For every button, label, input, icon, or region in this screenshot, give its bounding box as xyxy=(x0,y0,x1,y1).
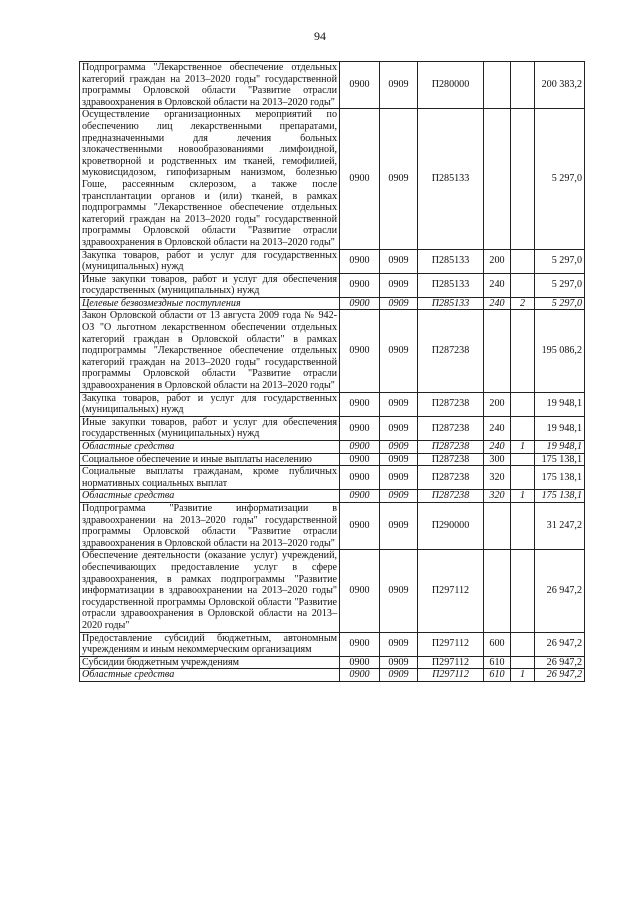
row-funding-source xyxy=(511,502,535,549)
row-name: Закупка товаров, работ и услуг для государственных (муниципальных) нужд xyxy=(80,392,340,416)
page-number: 94 xyxy=(314,29,326,43)
table-row xyxy=(80,62,585,109)
row-name: Целевые безвозмездные поступления xyxy=(80,297,340,310)
row-subsection-code: 0909 xyxy=(380,310,418,392)
row-funding-source: 1 xyxy=(511,490,535,503)
row-section-code: 0900 xyxy=(340,441,380,454)
row-amount: 26 947,2 xyxy=(535,632,585,656)
row-name: Областные средства xyxy=(80,669,340,682)
row-target-article-code: П297112 xyxy=(418,656,484,669)
row-expense-type-code xyxy=(484,62,511,109)
row-target-article-code: П287238 xyxy=(418,392,484,416)
row-section-code: 0900 xyxy=(340,62,380,109)
row-section-code: 0900 xyxy=(340,392,380,416)
row-target-article-code: П287238 xyxy=(418,490,484,503)
row-target-article-code: П285133 xyxy=(418,109,484,249)
table-row xyxy=(80,109,585,249)
row-section-code: 0900 xyxy=(340,109,380,249)
row-expense-type-code: 320 xyxy=(484,466,511,490)
row-amount: 31 247,2 xyxy=(535,502,585,549)
row-expense-type-code: 240 xyxy=(484,441,511,454)
row-expense-type-code xyxy=(484,109,511,249)
row-name: Субсидии бюджетным учреждениям xyxy=(80,656,340,669)
row-subsection-code: 0909 xyxy=(380,416,418,440)
row-target-article-code: П285133 xyxy=(418,273,484,297)
row-funding-source xyxy=(511,392,535,416)
row-name: Подпрограмма "Развитие информатизации в здравоохранении на 2013–2020 годы" государственной программы Орловской области "Развитие отрасли здравоохранения в Орловской области на 2013–2020 годы" xyxy=(80,502,340,549)
table-row xyxy=(80,392,585,416)
row-funding-source xyxy=(511,466,535,490)
row-target-article-code: П287238 xyxy=(418,441,484,454)
row-funding-source xyxy=(511,656,535,669)
row-expense-type-code: 610 xyxy=(484,656,511,669)
row-section-code: 0900 xyxy=(340,310,380,392)
row-target-article-code: П280000 xyxy=(418,62,484,109)
row-funding-source xyxy=(511,62,535,109)
table-row xyxy=(80,310,585,392)
row-target-article-code: П287238 xyxy=(418,416,484,440)
budget-table xyxy=(79,61,585,682)
row-section-code: 0900 xyxy=(340,249,380,273)
row-subsection-code: 0909 xyxy=(380,490,418,503)
row-section-code: 0900 xyxy=(340,416,380,440)
row-target-article-code: П297112 xyxy=(418,550,484,632)
row-amount: 175 138,1 xyxy=(535,453,585,466)
row-section-code: 0900 xyxy=(340,656,380,669)
row-target-article-code: П287238 xyxy=(418,310,484,392)
row-funding-source xyxy=(511,310,535,392)
row-expense-type-code: 240 xyxy=(484,273,511,297)
table-row xyxy=(80,466,585,490)
row-name: Закупка товаров, работ и услуг для государственных (муниципальных) нужд xyxy=(80,249,340,273)
row-section-code: 0900 xyxy=(340,466,380,490)
row-name: Областные средства xyxy=(80,490,340,503)
row-name: Предоставление субсидий бюджетным, автономным учреждениям и иным некоммерческим организациям xyxy=(80,632,340,656)
row-name: Социальное обеспечение и иные выплаты населению xyxy=(80,453,340,466)
row-funding-source xyxy=(511,550,535,632)
row-expense-type-code: 600 xyxy=(484,632,511,656)
row-subsection-code: 0909 xyxy=(380,453,418,466)
row-target-article-code: П285133 xyxy=(418,249,484,273)
row-section-code: 0900 xyxy=(340,490,380,503)
row-subsection-code: 0909 xyxy=(380,550,418,632)
row-subsection-code: 0909 xyxy=(380,441,418,454)
row-subsection-code: 0909 xyxy=(380,297,418,310)
row-funding-source xyxy=(511,453,535,466)
row-expense-type-code: 200 xyxy=(484,392,511,416)
row-name: Подпрограмма "Лекарственное обеспечение отдельных категорий граждан на 2013–2020 годы" государственной программы Орловской области "Развитие отрасли здравоохранения в Орловской области на 2013–2020 годы" xyxy=(80,62,340,109)
row-amount: 26 947,2 xyxy=(535,656,585,669)
row-expense-type-code: 240 xyxy=(484,416,511,440)
row-amount: 19 948,1 xyxy=(535,441,585,454)
row-funding-source xyxy=(511,249,535,273)
row-name: Иные закупки товаров, работ и услуг для обеспечения государственных (муниципальных) нужд xyxy=(80,273,340,297)
row-subsection-code: 0909 xyxy=(380,632,418,656)
row-amount: 26 947,2 xyxy=(535,669,585,682)
row-funding-source xyxy=(511,632,535,656)
row-funding-source: 1 xyxy=(511,669,535,682)
row-name: Закон Орловской области от 13 августа 2009 года № 942-ОЗ "О льготном лекарственном обеспечении отдельных категорий граждан в Орловской области" в рамках подпрограммы "Лекарственное обеспечение отдельных категорий граждан на 2013–2020 годы" государственной программы Орловской области "Развитие отрасли здравоохранения в Орловской области на 2013–2020 годы" xyxy=(80,310,340,392)
row-amount: 175 138,1 xyxy=(535,466,585,490)
table-row xyxy=(80,550,585,632)
row-subsection-code: 0909 xyxy=(380,502,418,549)
row-subsection-code: 0909 xyxy=(380,109,418,249)
row-subsection-code: 0909 xyxy=(380,392,418,416)
row-expense-type-code xyxy=(484,550,511,632)
row-name: Обеспечение деятельности (оказание услуг) учреждений, обеспечивающих предоставление услуг в сфере здравоохранения, в рамках подпрограммы "Развитие информатизации в здравоохранении на 2013–2020 годы" государственной программы Орловской области "Развитие отрасли здравоохранения в Орловской области на 2013–2020 годы" xyxy=(80,550,340,632)
row-target-article-code: П290000 xyxy=(418,502,484,549)
row-section-code: 0900 xyxy=(340,550,380,632)
row-amount: 5 297,0 xyxy=(535,249,585,273)
row-subsection-code: 0909 xyxy=(380,273,418,297)
row-amount: 5 297,0 xyxy=(535,109,585,249)
table-row xyxy=(80,502,585,549)
row-section-code: 0900 xyxy=(340,273,380,297)
row-target-article-code: П297112 xyxy=(418,669,484,682)
row-subsection-code: 0909 xyxy=(380,669,418,682)
row-amount: 26 947,2 xyxy=(535,550,585,632)
row-funding-source xyxy=(511,416,535,440)
table-row xyxy=(80,632,585,656)
row-funding-source xyxy=(511,109,535,249)
row-funding-source: 1 xyxy=(511,441,535,454)
row-section-code: 0900 xyxy=(340,632,380,656)
table-row xyxy=(80,453,585,466)
row-subsection-code: 0909 xyxy=(380,466,418,490)
row-expense-type-code: 610 xyxy=(484,669,511,682)
row-target-article-code: П285133 xyxy=(418,297,484,310)
row-funding-source xyxy=(511,273,535,297)
budget-table-body xyxy=(80,62,585,682)
row-expense-type-code: 240 xyxy=(484,297,511,310)
table-row xyxy=(80,669,585,682)
row-expense-type-code: 200 xyxy=(484,249,511,273)
row-name: Иные закупки товаров, работ и услуг для обеспечения государственных (муниципальных) нужд xyxy=(80,416,340,440)
row-name: Областные средства xyxy=(80,441,340,454)
table-row xyxy=(80,490,585,503)
row-section-code: 0900 xyxy=(340,453,380,466)
table-row xyxy=(80,441,585,454)
table-row xyxy=(80,273,585,297)
row-funding-source: 2 xyxy=(511,297,535,310)
row-amount: 19 948,1 xyxy=(535,416,585,440)
table-row xyxy=(80,249,585,273)
row-section-code: 0900 xyxy=(340,502,380,549)
row-subsection-code: 0909 xyxy=(380,656,418,669)
row-subsection-code: 0909 xyxy=(380,249,418,273)
row-subsection-code: 0909 xyxy=(380,62,418,109)
row-section-code: 0900 xyxy=(340,297,380,310)
row-amount: 5 297,0 xyxy=(535,297,585,310)
row-amount: 19 948,1 xyxy=(535,392,585,416)
row-amount: 200 383,2 xyxy=(535,62,585,109)
row-section-code: 0900 xyxy=(340,669,380,682)
table-row xyxy=(80,416,585,440)
row-name: Социальные выплаты гражданам, кроме публичных нормативных социальных выплат xyxy=(80,466,340,490)
table-row xyxy=(80,297,585,310)
row-name: Осуществление организационных мероприятий по обеспечению лиц лекарственными препаратами, предназначенными для лечения больных злокачественными новообразованиями лимфоидной, кроветворной и родственных им тканей, гемофилией, муковисцидозом, гипофизарным нанизмом, болезнью Гоше, рассеянным склерозом, а также после трансплантации органов и (или) тканей, в рамках подпрограммы "Лекарственное обеспечение отдельных категорий граждан на 2013–2020 годы" государственной программы Орловской области "Развитие отрасли здравоохранения в Орловской области на 2013–2020 годы" xyxy=(80,109,340,249)
row-target-article-code: П287238 xyxy=(418,466,484,490)
row-amount: 5 297,0 xyxy=(535,273,585,297)
row-expense-type-code xyxy=(484,502,511,549)
row-amount: 175 138,1 xyxy=(535,490,585,503)
row-expense-type-code: 300 xyxy=(484,453,511,466)
row-target-article-code: П287238 xyxy=(418,453,484,466)
table-row xyxy=(80,656,585,669)
row-expense-type-code xyxy=(484,310,511,392)
row-target-article-code: П297112 xyxy=(418,632,484,656)
row-expense-type-code: 320 xyxy=(484,490,511,503)
row-amount: 195 086,2 xyxy=(535,310,585,392)
